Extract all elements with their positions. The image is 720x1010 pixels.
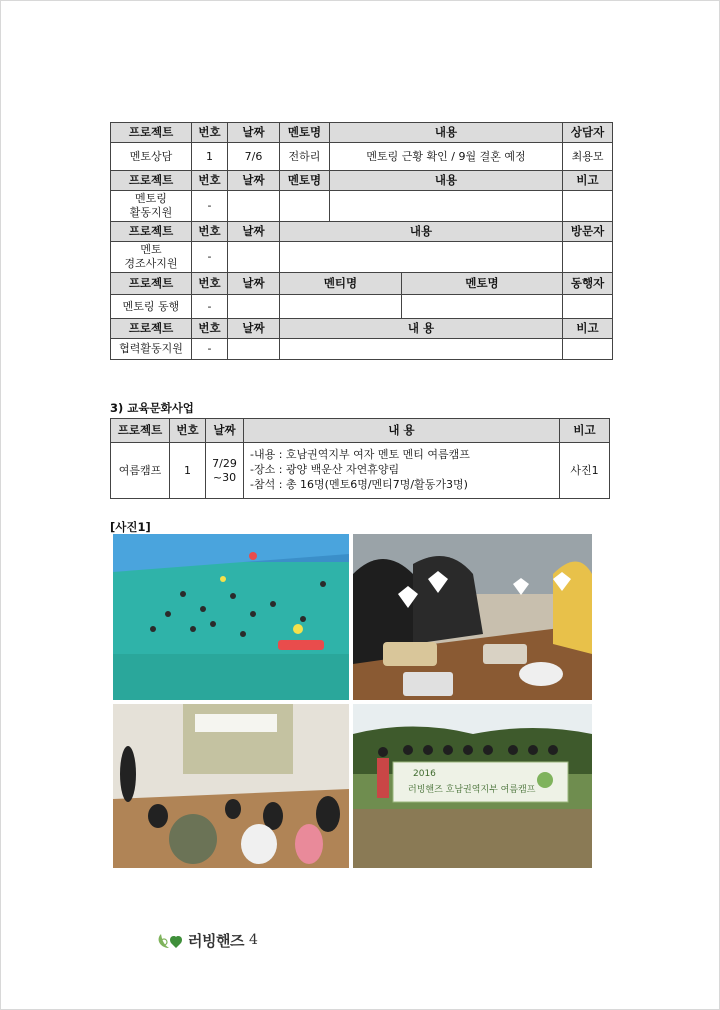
content-line: -장소 : 광양 백운산 자연휴양림 xyxy=(250,463,400,477)
table-header-row xyxy=(111,273,613,295)
table-row xyxy=(111,191,613,222)
header-cell: 방문자 xyxy=(563,222,613,242)
header-cell: 날짜 xyxy=(228,222,280,242)
header-cell: 내용 xyxy=(330,123,563,143)
table-cell xyxy=(280,191,330,222)
table-cell xyxy=(330,191,563,222)
table-cell xyxy=(402,295,563,319)
table-cell: 멘토링 활동지원 xyxy=(111,191,192,222)
table-cell: 사진1 xyxy=(560,443,610,499)
table-cell xyxy=(228,242,280,273)
header-cell: 프로젝트 xyxy=(111,123,192,143)
header-cell: 내 용 xyxy=(244,419,560,443)
table-cell xyxy=(280,242,563,273)
header-cell: 프로젝트 xyxy=(111,419,170,443)
table-cell: 7/6 xyxy=(228,143,280,171)
header-cell: 날짜 xyxy=(206,419,244,443)
table-row xyxy=(111,143,613,171)
header-cell: 내용 xyxy=(280,222,563,242)
table-cell: 1 xyxy=(170,443,206,499)
header-cell: 프로젝트 xyxy=(111,273,192,295)
header-cell: 멘토명 xyxy=(280,123,330,143)
table-row xyxy=(111,242,613,273)
table-cell: 멘토 경조사지원 xyxy=(111,242,192,273)
table-cell: - xyxy=(192,191,228,222)
banner-year: 2016 xyxy=(413,769,436,779)
table-row xyxy=(111,295,613,319)
page-number: 4 xyxy=(248,932,258,948)
table-cell xyxy=(563,339,613,360)
header-cell: 상담자 xyxy=(563,123,613,143)
group-photo xyxy=(353,704,592,868)
table-cell xyxy=(563,295,613,319)
table-cell xyxy=(563,191,613,222)
header-cell: 번호 xyxy=(192,222,228,242)
table-header-row xyxy=(111,419,610,443)
header-cell: 멘티명 xyxy=(280,273,402,295)
table-cell: 1 xyxy=(192,143,228,171)
table-cell xyxy=(228,339,280,360)
header-cell: 프로젝트 xyxy=(111,171,192,191)
table-row xyxy=(111,443,610,499)
header-cell: 프로젝트 xyxy=(111,222,192,242)
content-cell xyxy=(244,443,560,499)
table-header-row xyxy=(111,123,613,143)
table-cell: 최용모 xyxy=(563,143,613,171)
banner-text: 러빙핸즈 호남권역지부 여름캠프 xyxy=(408,785,536,795)
header-cell: 날짜 xyxy=(228,273,280,295)
header-cell: 번호 xyxy=(192,171,228,191)
header-cell: 비고 xyxy=(563,171,613,191)
footer xyxy=(157,930,258,950)
activity-table xyxy=(110,122,613,360)
table-header-row xyxy=(111,171,613,191)
header-cell: 번호 xyxy=(170,419,206,443)
header-cell: 프로젝트 xyxy=(111,319,192,339)
pool-photo xyxy=(113,534,349,700)
table-cell: - xyxy=(192,295,228,319)
table-cell xyxy=(280,339,563,360)
footer-brand: 러빙핸즈 xyxy=(188,931,244,950)
header-cell: 날짜 xyxy=(228,171,280,191)
photo-label: [사진1] xyxy=(110,520,151,534)
table-cell: 협력활동지원 xyxy=(111,339,192,360)
content-line: -참석 : 총 16명(멘토6명/멘티7명/활동가3명) xyxy=(250,477,468,491)
table-header-row xyxy=(111,222,613,242)
table-header-row xyxy=(111,319,613,339)
header-cell: 비고 xyxy=(563,319,613,339)
room-photo xyxy=(113,704,349,868)
table-cell xyxy=(228,191,280,222)
section-title: 3) 교육문화사업 xyxy=(110,401,194,415)
header-cell: 날짜 xyxy=(228,123,280,143)
content-line: -내용 : 호남권역지부 여자 멘토 멘티 여름캠프 xyxy=(250,448,470,462)
header-cell: 멘토명 xyxy=(402,273,563,295)
table-cell: 멘토링 동행 xyxy=(111,295,192,319)
table-cell xyxy=(228,295,280,319)
table-cell xyxy=(563,242,613,273)
loving-hands-logo xyxy=(157,930,185,950)
table-cell: 여름캠프 xyxy=(111,443,170,499)
table-cell: - xyxy=(192,339,228,360)
table-cell xyxy=(280,295,402,319)
table-cell: 멘토링 근황 확인 / 9월 결혼 예정 xyxy=(330,143,563,171)
table-cell: 전하리 xyxy=(280,143,330,171)
header-cell: 멘토명 xyxy=(280,171,330,191)
header-cell: 내용 xyxy=(330,171,563,191)
photo-grid xyxy=(110,534,592,868)
header-cell: 내 용 xyxy=(280,319,563,339)
table-cell: 멘토상담 xyxy=(111,143,192,171)
table-cell: - xyxy=(192,242,228,273)
table-cell: 7/29 ~30 xyxy=(206,443,244,499)
header-cell: 비고 xyxy=(560,419,610,443)
header-cell: 번호 xyxy=(192,273,228,295)
header-cell: 번호 xyxy=(192,123,228,143)
table-row xyxy=(111,339,613,360)
dinner-photo xyxy=(353,534,592,700)
header-cell: 동행자 xyxy=(563,273,613,295)
education-table xyxy=(110,418,610,499)
header-cell: 날짜 xyxy=(228,319,280,339)
header-cell: 번호 xyxy=(192,319,228,339)
